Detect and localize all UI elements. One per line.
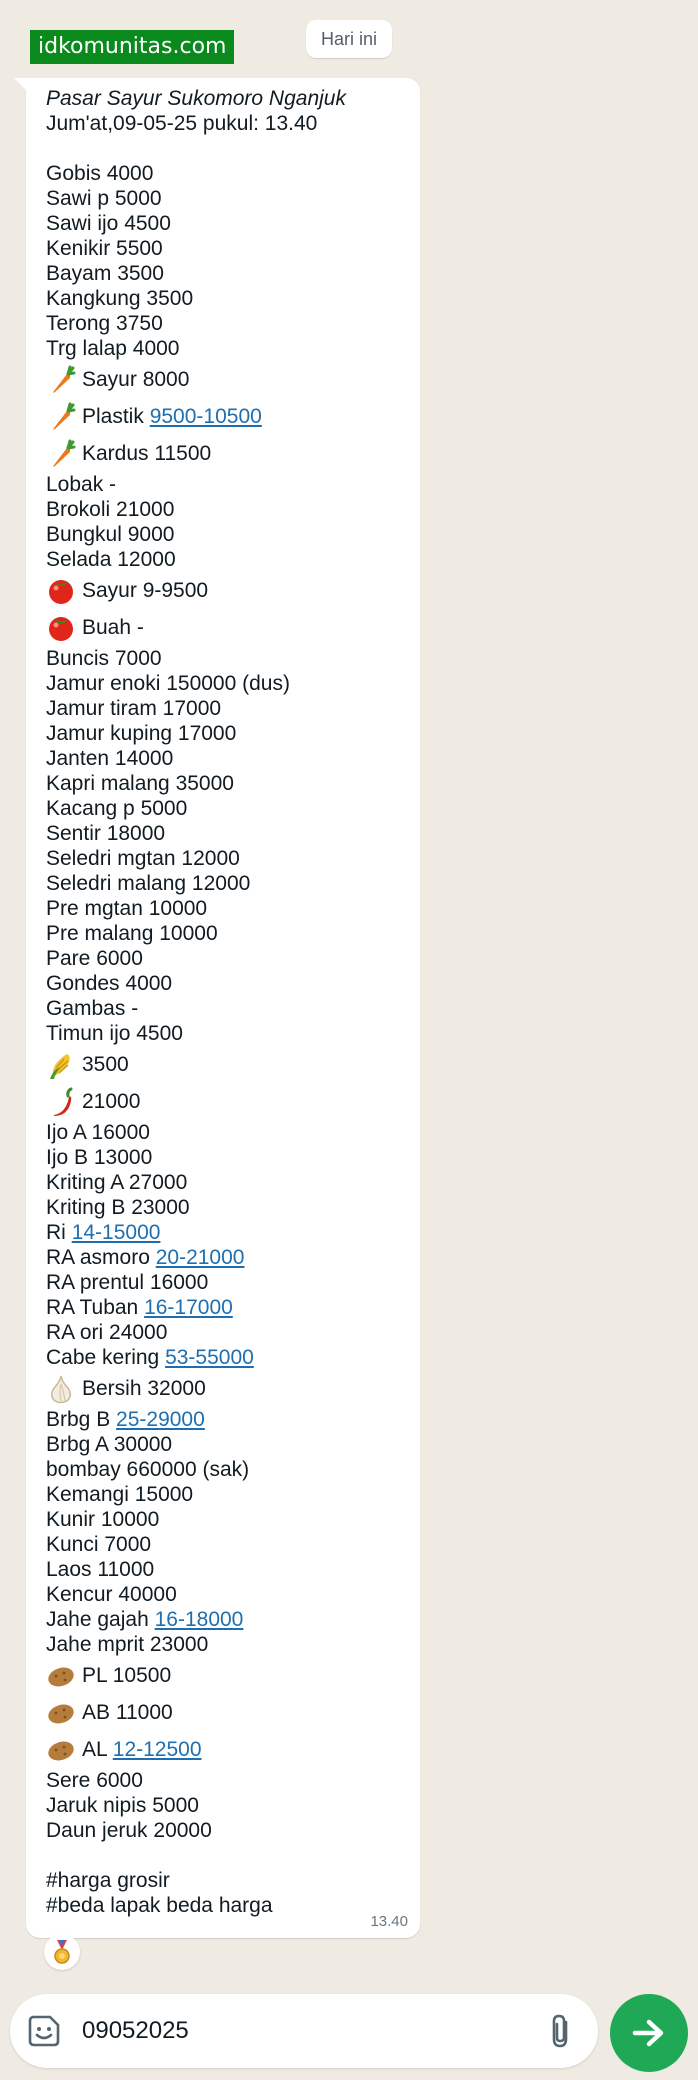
message-line-text: Seledri mgtan 12000 — [46, 847, 240, 870]
message-line-text: #harga grosir — [46, 1869, 170, 1892]
phone-number-link[interactable]: 25-29000 — [116, 1408, 205, 1431]
send-arrow-icon — [629, 2013, 669, 2053]
message-line-text: Kenikir 5500 — [46, 237, 163, 260]
phone-number-link[interactable]: 14-15000 — [71, 1221, 161, 1244]
message-line — [46, 609, 412, 646]
phone-number-link[interactable]: 20-21000 — [155, 1246, 245, 1269]
message-line — [46, 971, 412, 996]
message-line — [46, 1607, 412, 1632]
message-line-text: Sawi p 5000 — [46, 187, 162, 210]
message-time: 13.40 — [370, 1913, 408, 1930]
message-line-text: Sentir 18000 — [46, 822, 166, 845]
message-line — [46, 1893, 412, 1918]
message-line — [46, 336, 412, 361]
message-bubble[interactable] — [26, 78, 420, 1938]
watermark-label: idkomunitas.com — [30, 30, 234, 64]
message-line-text: RA asmoro — [46, 1246, 150, 1269]
message-line-text: Bayam 3500 — [46, 262, 164, 285]
message-line — [46, 821, 412, 846]
message-line — [46, 696, 412, 721]
potato-icon — [46, 1657, 76, 1694]
message-line-text: Sayur 8000 — [82, 368, 190, 391]
message-line-text: Jamur enoki 150000 (dus) — [46, 672, 290, 695]
message-line — [46, 136, 412, 161]
message-line — [46, 1731, 412, 1768]
message-line-text: Jahe gajah — [46, 1608, 149, 1631]
message-line-text: Jum'at,09-05-25 pukul: 13.40 — [46, 112, 318, 135]
message-line-text: Cabe kering — [46, 1346, 160, 1369]
message-line — [46, 1145, 412, 1170]
phone-number-link[interactable]: 53-55000 — [165, 1346, 254, 1369]
message-line — [46, 261, 412, 286]
message-line-text: Ijo A 16000 — [46, 1121, 150, 1144]
message-line — [46, 1021, 412, 1046]
phone-number-link[interactable]: 16-17000 — [144, 1296, 233, 1319]
message-line-text: Janten 14000 — [46, 747, 174, 770]
message-line-text: Kangkung 3500 — [46, 287, 194, 310]
message-line — [46, 796, 412, 821]
message-line — [46, 896, 412, 921]
message-line-text: Kacang p 5000 — [46, 797, 188, 820]
message-line — [46, 186, 412, 211]
message-line — [46, 1768, 412, 1793]
message-line — [46, 497, 412, 522]
reaction-medal-icon[interactable] — [44, 1934, 80, 1970]
message-line — [46, 1120, 412, 1145]
phone-number-link[interactable]: 9500-10500 — [149, 405, 262, 428]
message-line — [46, 111, 412, 136]
message-line-text: Ijo B 13000 — [46, 1146, 153, 1169]
message-line — [46, 1195, 412, 1220]
message-line — [46, 1868, 412, 1893]
message-line-text: Brbg B — [46, 1408, 111, 1431]
message-line — [46, 1170, 412, 1195]
tomato-icon — [46, 572, 76, 609]
message-line-text: Sayur 9-9500 — [82, 579, 209, 602]
message-line-text: Kunci 7000 — [46, 1533, 152, 1556]
message-line — [46, 1843, 412, 1868]
message-line — [46, 435, 412, 472]
message-line — [46, 846, 412, 871]
message-line — [46, 1582, 412, 1607]
message-line-text: Seledri malang 12000 — [46, 872, 251, 895]
message-line-text: 3500 — [82, 1053, 129, 1076]
message-line — [46, 211, 412, 236]
message-line-text: Daun jeruk 20000 — [46, 1819, 212, 1842]
phone-number-link[interactable]: 16-18000 — [154, 1608, 244, 1631]
message-line — [46, 1557, 412, 1582]
message-line-text: Brokoli 21000 — [46, 498, 175, 521]
message-line — [46, 646, 412, 671]
message-line — [46, 1694, 412, 1731]
message-line — [46, 1270, 412, 1295]
message-line-text: Kapri malang 35000 — [46, 772, 234, 795]
message-line-text: Kunir 10000 — [46, 1508, 160, 1531]
message-line — [46, 1083, 412, 1120]
message-line — [46, 398, 412, 435]
message-line — [46, 1818, 412, 1843]
message-line — [46, 1657, 412, 1694]
message-line-text: Lobak - — [46, 473, 117, 496]
message-line-text: Jamur tiram 17000 — [46, 697, 222, 720]
message-line — [46, 1793, 412, 1818]
message-line — [46, 871, 412, 896]
carrot-icon — [46, 361, 76, 398]
message-line — [46, 472, 412, 497]
message-line-text: Timun ijo 4500 — [46, 1022, 183, 1045]
message-line-text: Buncis 7000 — [46, 647, 162, 670]
message-line — [46, 86, 412, 111]
message-line — [46, 1220, 412, 1245]
message-line-text: Plastik — [82, 405, 144, 428]
message-line-text: Pre mgtan 10000 — [46, 897, 208, 920]
message-line-text: Pre malang 10000 — [46, 922, 218, 945]
message-line — [46, 1507, 412, 1532]
message-line-text: Buah - — [82, 616, 144, 639]
message-line-text: Kriting A 27000 — [46, 1171, 188, 1194]
message-line-text: Kencur 40000 — [46, 1583, 177, 1606]
message-line — [46, 771, 412, 796]
message-line-text: Kriting B 23000 — [46, 1196, 190, 1219]
message-line — [46, 721, 412, 746]
message-line-text: Sawi ijo 4500 — [46, 212, 171, 235]
phone-number-link[interactable]: 12-12500 — [112, 1738, 202, 1761]
chili-icon — [46, 1083, 76, 1120]
message-line — [46, 1295, 412, 1320]
message-line — [46, 1245, 412, 1270]
message-line-text: 21000 — [82, 1090, 141, 1113]
message-line-text: Jahe mprit 23000 — [46, 1633, 209, 1656]
message-line-text: Ri — [46, 1221, 66, 1244]
date-chip: Hari ini — [306, 20, 392, 58]
message-line — [46, 547, 412, 572]
message-line — [46, 1320, 412, 1345]
garlic-icon — [46, 1370, 76, 1407]
message-line — [46, 1482, 412, 1507]
message-line — [46, 161, 412, 186]
tomato-icon — [46, 609, 76, 646]
message-line-text: RA prentul 16000 — [46, 1271, 209, 1294]
message-line-text: PL 10500 — [82, 1664, 172, 1687]
potato-icon — [46, 1731, 76, 1768]
send-button[interactable] — [610, 1994, 688, 2072]
message-line — [46, 1457, 412, 1482]
message-line-text: Selada 12000 — [46, 548, 176, 571]
message-composer[interactable] — [10, 1994, 598, 2068]
message-line-text: Kardus 11500 — [82, 442, 212, 465]
message-input[interactable]: 09052025 — [82, 2017, 189, 2044]
message-line-text: #beda lapak beda harga — [46, 1894, 273, 1917]
message-line — [46, 1370, 412, 1407]
message-line-text: AL — [82, 1738, 107, 1761]
message-line — [46, 671, 412, 696]
message-line-text: bombay 660000 (sak) — [46, 1458, 250, 1481]
message-line-text: Gobis 4000 — [46, 162, 154, 185]
message-line-text: Laos 11000 — [46, 1558, 155, 1581]
potato-icon — [46, 1694, 76, 1731]
message-line — [46, 311, 412, 336]
message-line — [46, 572, 412, 609]
message-line-text: Trg lalap 4000 — [46, 337, 180, 360]
message-line-text: Brbg A 30000 — [46, 1433, 173, 1456]
message-line-text: Sere 6000 — [46, 1769, 143, 1792]
message-line-text: Jamur kuping 17000 — [46, 722, 237, 745]
corn-icon — [46, 1046, 76, 1083]
message-line — [46, 1432, 412, 1457]
message-line — [46, 286, 412, 311]
message-line — [46, 1632, 412, 1657]
message-line — [46, 921, 412, 946]
message-line — [46, 746, 412, 771]
carrot-icon — [46, 435, 76, 472]
message-line-text: Bersih 32000 — [82, 1377, 206, 1400]
message-line — [46, 236, 412, 261]
message-line-text: RA ori 24000 — [46, 1321, 168, 1344]
message-line — [46, 522, 412, 547]
message-line — [46, 946, 412, 971]
message-line-text: Gondes 4000 — [46, 972, 173, 995]
message-line-text: Jaruk nipis 5000 — [46, 1794, 199, 1817]
message-line-text: Terong 3750 — [46, 312, 163, 335]
message-line — [46, 1532, 412, 1557]
message-line — [46, 996, 412, 1021]
message-line-text: Bungkul 9000 — [46, 523, 175, 546]
carrot-icon — [46, 398, 76, 435]
message-line-text: Gambas - — [46, 997, 139, 1020]
message-line — [46, 1407, 412, 1432]
message-line-text: Pasar Sayur Sukomoro Nganjuk — [46, 87, 346, 110]
message-line — [46, 1345, 412, 1370]
sticker-icon[interactable] — [26, 2013, 62, 2049]
message-line — [46, 1046, 412, 1083]
message-line-text: AB 11000 — [82, 1701, 173, 1724]
message-text — [46, 86, 412, 1918]
paperclip-icon[interactable] — [546, 2012, 576, 2050]
message-line-text: RA Tuban — [46, 1296, 139, 1319]
message-line-text: Kemangi 15000 — [46, 1483, 194, 1506]
message-line — [46, 361, 412, 398]
message-line-text: Pare 6000 — [46, 947, 143, 970]
